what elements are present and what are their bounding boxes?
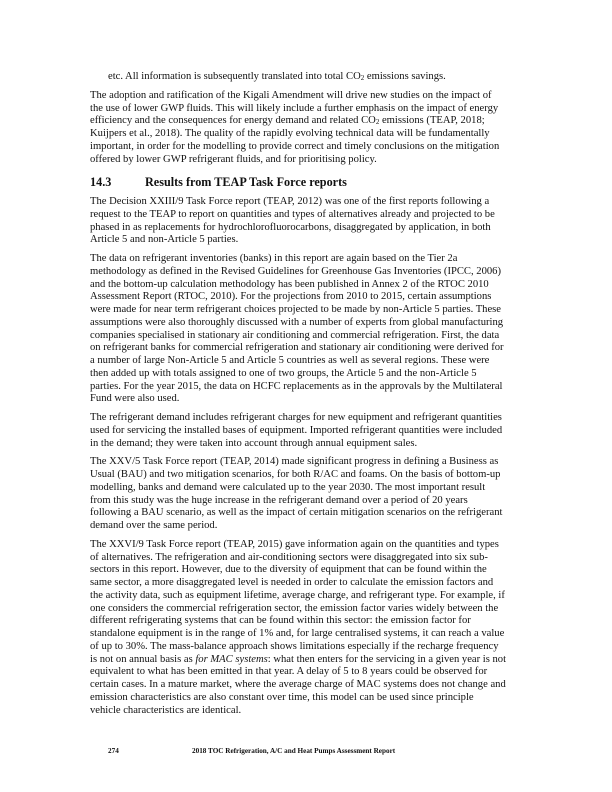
section-heading: [90, 176, 530, 189]
text-line: The data on refrigerant inventories (banks) in this report are again based on the Tier 2a: [90, 253, 458, 264]
text-line: the activity data, such as equipment lifetime, average charge, and refrigerant type. For example, if: [90, 589, 505, 601]
text-line: equivalent to what has been emitted in that year. A delay of 5 to 8 years could be observed for: [90, 666, 488, 678]
text-line: different refrigerating systems that can be found within this sector: the emission factor for: [90, 615, 471, 627]
text-line: of alternatives. The refrigeration and air-conditioning sectors were disaggregated into six sub-: [90, 551, 488, 563]
text-line: phased in as replacements for hydrochlorofluorocarbons, disaggregated by application, in both: [90, 221, 491, 233]
paragraph-xxvi9: [90, 539, 530, 718]
text-line: and the bottom-up calculation methodology has been published in Annex 2 of the RTOC 2010: [90, 278, 489, 290]
text-line: The XXV/5 Task Force report (TEAP, 2014) made significant progress in defining a Business as: [90, 456, 499, 468]
text-line: standalone equipment is in the range of 1% and, for large centralised systems, it can reach a value: [90, 628, 505, 639]
intro-line: [90, 71, 530, 84]
section-title: Results from TEAP Task Force reports: [145, 175, 347, 190]
text-line: Fund were also used.: [90, 393, 180, 405]
paragraph-xxv5: [90, 456, 530, 533]
text-line: the use of lower GWP fluids. This will likely include a further emphasis on the impact of energy: [90, 102, 499, 114]
text-line: of up to 30%. The mass-balance approach shows limitations especially if the recharge frequency: [90, 640, 499, 652]
text-line: efficiency and the consequences for energy demand and related $CO_2$ emissions (TEAP, 2018;: [90, 115, 485, 127]
text-line: one considers the commercial refrigeration sector, the emission factor varies widely between the: [90, 602, 499, 614]
text-line: then added up with totals assigned to one of two groups, the Article 5 and the non-Article 5: [90, 367, 477, 379]
paragraph-kigali: [90, 90, 530, 167]
text-line: The XXVI/9 Task Force report (TEAP, 2015) gave information again on the quantities and types: [90, 538, 499, 550]
text-line: same sector, a more disaggregated level is needed in order to calculate the emission factors and: [90, 577, 494, 588]
text-line: sectors in this report. However, due to the diversity of equipment that can be found within the: [90, 564, 487, 576]
text-line: offered by lower GWP refrigerant fluids, and for prioritising policy.: [90, 153, 377, 165]
text-line: companies specialised in stationary air conditioning and commercial refrigeration. First, the data: [90, 329, 500, 341]
intro-text-end: emissions savings.: [364, 71, 446, 82]
text-line: parties. For the year 2015, the data on HCFC replacements as in the approvals by the Multilateral: [90, 380, 503, 392]
text-line: methodology as defined in the Revised Guidelines for Greenhouse Gas Inventories (IPCC, 2006): [90, 265, 502, 277]
text-line: from this study was the huge increase in the refrigerant demand over a period of 20 years: [90, 494, 468, 506]
section-number: 14.3: [90, 175, 112, 190]
text-line: demand over the same period.: [90, 520, 218, 531]
paragraph-refrigerant-demand: [90, 412, 530, 450]
text-line: important, in order for the modelling to provide correct and timely conclusions on the mitigation: [90, 140, 500, 152]
text-line: emission characteristics are also constant over time, this model can be used since principle: [90, 691, 474, 703]
text-line: Assessment Report (RTOC, 2010). For the projections from 2010 to 2015, certain assumptions: [90, 291, 492, 303]
text-line: Usual (BAU) and two mitigation scenarios, for both R/AC and foams. On the basis of bottom-up: [90, 469, 501, 480]
subscript: 2: [360, 74, 365, 82]
report-title: 2018 TOC Refrigeration, A/C and Heat Pumps Assessment Report: [192, 747, 396, 755]
text-line: a number of large Non-Article 5 and Article 5 countries as well as several regions. These were: [90, 355, 490, 366]
text-line: The refrigerant demand includes refrigerant charges for new equipment and refrigerant quantities: [90, 412, 502, 423]
text-line: assumptions were also thoroughly discussed with a number of experts from global manufacturing: [90, 316, 504, 328]
paragraph-decision-xxiii: [90, 196, 530, 247]
text-line: The adoption and ratification of the Kigali Amendment will drive new studies on the impact of: [90, 89, 492, 101]
text-line: Article 5 and non-Article 5 parties.: [90, 234, 239, 246]
intro-text: etc. All information is subsequently translated into total CO: [108, 71, 361, 82]
text-line: Kuijpers et al., 2018). The quality of the rapidly evolving technical data will be fundamentally: [90, 128, 490, 139]
text-line: certain cases. In a mature market, where the average charge of MAC systems does not change and: [90, 679, 506, 690]
text-line: were made for near term refrigerant choices projected to be made by non-Article 5 parties. These: [90, 304, 502, 315]
text-line: vehicle characteristics are identical.: [90, 704, 242, 716]
text-line: following a BAU scenario, as well as the impact of certain mitigation scenarios on the refrigerant: [90, 507, 503, 519]
page-number: 274: [108, 747, 119, 755]
paragraph-refrigerant-inventories: [90, 253, 530, 406]
text-line: in the demand; they were taken into account through annual equipment sales.: [90, 437, 418, 449]
text-line: request to the TEAP to report on quantities and types of alternatives already and projected to be: [90, 208, 495, 220]
text-line: The Decision XXIII/9 Task Force report (TEAP, 2012) was one of the first reports following a: [90, 196, 490, 207]
document-body: [90, 71, 530, 723]
text-line: on refrigerant banks for commercial refrigeration and stationary air conditioning were derived for: [90, 342, 504, 354]
text-line: used for servicing the installed bases of equipment. Imported refrigerant quantities were included: [90, 424, 503, 436]
text-line: is not on annual basis as for MAC systems: what then enters for the servicing in a given year is not: [90, 653, 507, 665]
text-line: modelling, banks and demand were calculated up to the year 2030. The most important result: [90, 481, 486, 493]
